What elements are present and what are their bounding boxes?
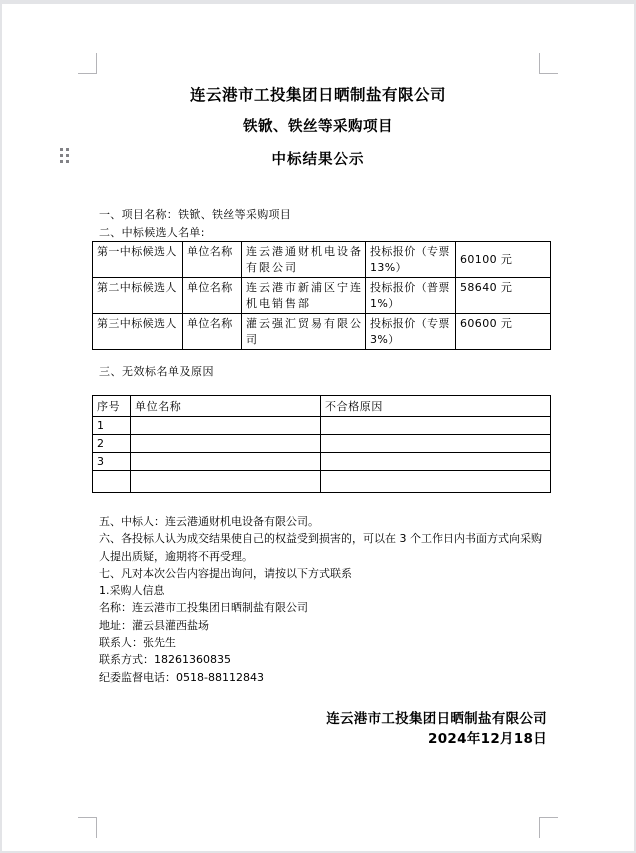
crop-mark-top-left xyxy=(96,53,97,74)
rank-cell: 第二中标候选人 xyxy=(93,278,183,314)
section-invalid-bids: 三、无效标名单及原因 xyxy=(99,365,214,378)
header-no: 序号 xyxy=(93,396,131,417)
price-label-cell: 投标报价（普票1%） xyxy=(366,278,456,314)
crop-mark-bottom-right xyxy=(539,817,558,818)
purchaser-phone: 联系方式：18261360835 xyxy=(99,653,231,667)
invalid-table-row xyxy=(93,435,551,453)
doc-title-announce: 中标结果公示 xyxy=(271,152,365,168)
header-reason: 不合格原因 xyxy=(321,396,551,417)
invalid-table-row xyxy=(93,471,551,493)
supervision-phone: 纪委监督电话：0518-88112843 xyxy=(99,670,264,684)
crop-mark-top-left xyxy=(78,73,97,74)
no-cell xyxy=(93,471,131,493)
section-objection: 六、各投标人认为成交结果使自己的权益受到损害的，可以在 3 个工作日内书面方式向采购人提出质疑，逾期将不再受理。 xyxy=(99,532,542,563)
crop-mark-top-right xyxy=(539,53,540,74)
candidate-row xyxy=(93,314,551,350)
price-cell: 60600 元 xyxy=(456,314,551,350)
no-cell: 1 xyxy=(93,417,131,435)
company-cell xyxy=(131,417,321,435)
rank-cell: 第一中标候选人 xyxy=(93,242,183,278)
section-winner: 五、中标人：连云港通财机电设备有限公司。 xyxy=(99,515,319,528)
invalid-table-header-row xyxy=(93,396,551,417)
reason-cell xyxy=(321,453,551,471)
purchaser-address: 地址：灌云县灌西盐场 xyxy=(99,618,209,632)
doc-title-company: 连云港市工投集团日晒制盐有限公司 xyxy=(189,86,446,104)
document-page[interactable] xyxy=(2,4,634,851)
company-cell: 灌云强汇贸易有限公司 xyxy=(242,314,366,350)
purchaser-name: 名称：连云港市工投集团日晒制盐有限公司 xyxy=(99,601,308,615)
reason-cell xyxy=(321,435,551,453)
no-cell: 3 xyxy=(93,453,131,471)
reason-cell xyxy=(321,471,551,493)
price-cell: 60100 元 xyxy=(456,242,551,278)
company-cell: 连云港市新浦区宁连机电销售部 xyxy=(242,278,366,314)
no-cell: 2 xyxy=(93,435,131,453)
header-company: 单位名称 xyxy=(131,396,321,417)
section-project-name: 一、项目名称：铁锨、铁丝等采购项目 xyxy=(99,208,292,221)
field-label-cell: 单位名称 xyxy=(183,314,242,350)
rank-cell: 第三中标候选人 xyxy=(93,314,183,350)
price-label-cell: 投标报价（专票13%） xyxy=(366,242,456,278)
crop-mark-bottom-left xyxy=(96,817,97,838)
crop-mark-bottom-right xyxy=(539,817,540,838)
invalid-table-row xyxy=(93,417,551,435)
field-label-cell: 单位名称 xyxy=(183,242,242,278)
candidate-row xyxy=(93,242,551,278)
purchaser-contact: 联系人：张先生 xyxy=(99,636,176,650)
price-label-cell: 投标报价（专票3%） xyxy=(366,314,456,350)
doc-title-project: 铁锨、铁丝等采购项目 xyxy=(243,119,393,135)
signature-date: 2024年12月18日 xyxy=(428,730,547,747)
candidates-table xyxy=(92,241,551,350)
company-cell xyxy=(131,453,321,471)
company-cell xyxy=(131,435,321,453)
field-label-cell: 单位名称 xyxy=(183,278,242,314)
crop-mark-top-right xyxy=(539,73,558,74)
section-inquiry: 七、凡对本次公告内容提出询问，请按以下方式联系 xyxy=(99,566,352,580)
crop-mark-bottom-left xyxy=(78,817,97,818)
company-cell xyxy=(131,471,321,493)
signature-company: 连云港市工投集团日晒制盐有限公司 xyxy=(326,711,547,727)
invalid-table-row xyxy=(93,453,551,471)
price-cell: 58640 元 xyxy=(456,278,551,314)
section-candidates-list: 二、中标候选人名单: xyxy=(99,226,205,240)
invalid-bids-table xyxy=(92,395,551,493)
purchaser-heading: 1.采购人信息 xyxy=(99,584,165,598)
reason-cell xyxy=(321,417,551,435)
company-cell: 连云港通财机电设备有限公司 xyxy=(242,242,366,278)
candidate-row xyxy=(93,278,551,314)
